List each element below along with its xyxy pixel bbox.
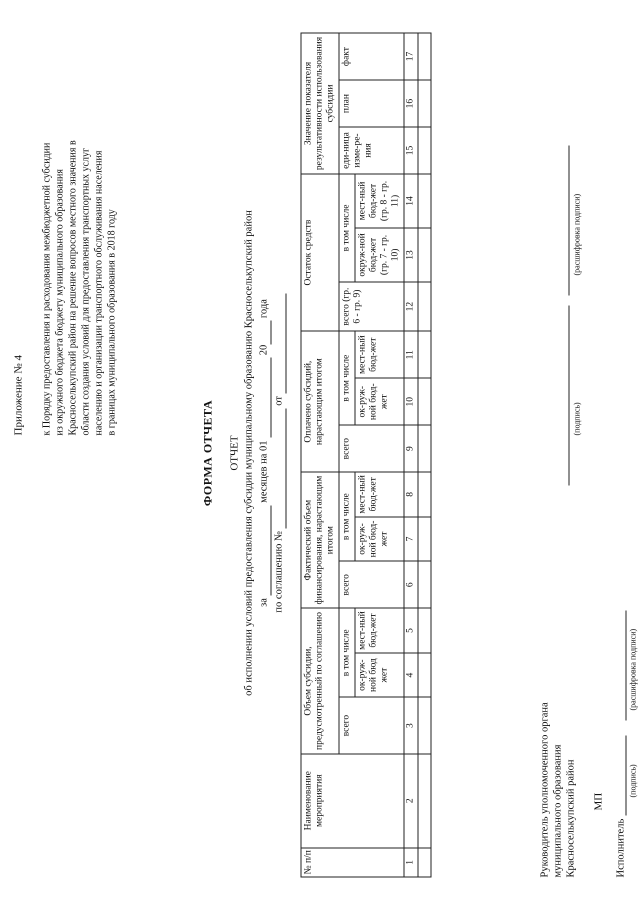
column-number: 5 bbox=[404, 608, 418, 653]
head-decode-line bbox=[568, 145, 569, 295]
column-number: 8 bbox=[404, 472, 418, 517]
header-cell: мест-ный бюд-жет bbox=[355, 331, 404, 378]
order-line: населению и организации транспортного обслуживания населения bbox=[93, 150, 104, 435]
header-cell: ок-руж-ной бюд жет bbox=[355, 652, 404, 697]
report-title: ОТЧЕТ bbox=[228, 434, 240, 471]
table-cell bbox=[418, 80, 431, 127]
table-cell bbox=[418, 753, 431, 847]
header-cell: в том числе bbox=[339, 472, 355, 561]
head-signature-line bbox=[568, 305, 569, 485]
header-cell: Объем субсидии, предусмотренный по соглашению bbox=[301, 608, 339, 754]
agreement-date-blank bbox=[274, 293, 286, 393]
header-cell: еди-ница изме-ре-ния bbox=[339, 127, 404, 174]
header-cell: всего bbox=[339, 697, 404, 753]
header-cell: в том числе bbox=[339, 331, 355, 425]
executor-label: Исполнитель bbox=[615, 818, 626, 877]
column-number: 4 bbox=[404, 652, 418, 697]
column-number: 10 bbox=[404, 378, 418, 425]
report-table bbox=[300, 32, 431, 877]
head-line: Красноселькупский район bbox=[565, 758, 576, 877]
stamp-place-label: МП bbox=[592, 792, 604, 810]
header-cell: ок-руж-ной бюд-жет bbox=[355, 378, 404, 425]
appendix-label: Приложение № 4 bbox=[12, 354, 24, 435]
column-number: 11 bbox=[404, 331, 418, 378]
agreement-number-blank bbox=[274, 408, 286, 528]
executor-decode-line bbox=[625, 610, 626, 720]
header-cell: мест-ный бюд-жет bbox=[355, 608, 404, 653]
header-cell: всего bbox=[339, 561, 404, 608]
agreement-prefix: по соглашению № bbox=[273, 530, 284, 613]
table-header-row bbox=[301, 33, 339, 877]
header-cell: мест-ный бюд-жет bbox=[355, 472, 404, 517]
head-decode-caption: (расшифровка подписи) bbox=[572, 193, 581, 275]
table-cell bbox=[418, 516, 431, 561]
table-cell bbox=[418, 281, 431, 330]
agreement-line bbox=[273, 0, 286, 905]
header-cell: всего (гр. 6 - гр. 9) bbox=[339, 281, 404, 330]
header-cell: в том числе bbox=[339, 173, 355, 281]
table-cell bbox=[418, 425, 431, 472]
head-line: Руководитель уполномоченного органа bbox=[539, 701, 550, 877]
column-number: 16 bbox=[404, 80, 418, 127]
header-cell: Остаток средств bbox=[301, 173, 339, 330]
order-line: в границах муниципального образования в 2018 году bbox=[106, 208, 117, 435]
report-period bbox=[258, 0, 271, 905]
table-cell bbox=[418, 33, 431, 80]
table-cell bbox=[418, 331, 431, 378]
column-number: 17 bbox=[404, 33, 418, 80]
agreement-from: от bbox=[273, 395, 284, 406]
header-cell: Оплачено субсидий, нарастающим итогом bbox=[301, 331, 339, 472]
order-line: к Порядку предоставления и расходования межбюджетной субсидии bbox=[41, 142, 52, 435]
header-cell: Фактический объем финансирования, нарастающим итогом bbox=[301, 472, 339, 608]
header-cell: № п/п bbox=[301, 847, 404, 876]
executor-signature-caption: (подпись) bbox=[628, 763, 637, 797]
column-number: 2 bbox=[404, 753, 418, 847]
header-cell: план bbox=[339, 80, 404, 127]
header-cell: всего bbox=[339, 425, 404, 472]
table-cell bbox=[418, 697, 431, 753]
header-cell: факт bbox=[339, 33, 404, 80]
table-header-row bbox=[339, 33, 355, 877]
header-cell: Значение показателя результативности использования субсидии bbox=[301, 33, 339, 174]
table-cell bbox=[418, 847, 431, 876]
table-cell bbox=[418, 173, 431, 227]
header-cell: окруж-ной бюд-жет (гр. 7 - гр. 10) bbox=[355, 227, 404, 281]
order-line: области создания условий для предоставления транспортных услуг bbox=[80, 147, 91, 435]
executor-signature-line bbox=[625, 735, 626, 815]
column-number: 9 bbox=[404, 425, 418, 472]
order-line: из окружного бюджета бюджету муниципального образования bbox=[54, 168, 65, 435]
table-cell bbox=[418, 652, 431, 697]
table-cell bbox=[418, 227, 431, 281]
order-line: Красноселькупский район на решение вопросов местного значения в bbox=[67, 139, 78, 435]
period-middle: месяцев на 01 bbox=[258, 440, 269, 503]
table-cell bbox=[418, 127, 431, 174]
header-cell: в том числе bbox=[339, 608, 355, 697]
form-title: ФОРМА ОТЧЕТА bbox=[200, 399, 214, 506]
column-number-row bbox=[404, 33, 418, 877]
period-date-blank bbox=[259, 357, 271, 437]
order-reference bbox=[40, 15, 118, 435]
report-subtitle: об исполнении условий предоставления субсидии муниципальному образованию Красноселькупский район bbox=[243, 209, 254, 696]
column-number: 15 bbox=[404, 127, 418, 174]
table-cell bbox=[418, 608, 431, 653]
head-line: муниципального образования bbox=[552, 744, 563, 877]
column-number: 6 bbox=[404, 561, 418, 608]
head-signature-title bbox=[538, 702, 577, 877]
header-cell: ок-руж-ной бюд-жет bbox=[355, 516, 404, 561]
period-year-prefix: 20 bbox=[258, 344, 269, 355]
column-number: 14 bbox=[404, 173, 418, 227]
column-number: 13 bbox=[404, 227, 418, 281]
period-suffix: года bbox=[258, 298, 269, 318]
period-prefix: за bbox=[258, 597, 269, 607]
period-year-blank bbox=[259, 320, 271, 344]
column-number: 1 bbox=[404, 847, 418, 876]
header-cell: Наименование мероприятия bbox=[301, 753, 404, 847]
table-cell bbox=[418, 378, 431, 425]
table-row bbox=[418, 33, 431, 877]
executor-decode-caption: (расшифровка подписи) bbox=[628, 628, 637, 710]
column-number: 3 bbox=[404, 697, 418, 753]
header-cell: мест-ный бюд-жет (гр. 8 - гр. 11) bbox=[355, 173, 404, 227]
table-cell bbox=[418, 472, 431, 517]
period-months-blank bbox=[259, 505, 271, 595]
column-number: 12 bbox=[404, 281, 418, 330]
head-signature-caption: (подпись) bbox=[572, 401, 581, 435]
column-number: 7 bbox=[404, 516, 418, 561]
table-cell bbox=[418, 561, 431, 608]
